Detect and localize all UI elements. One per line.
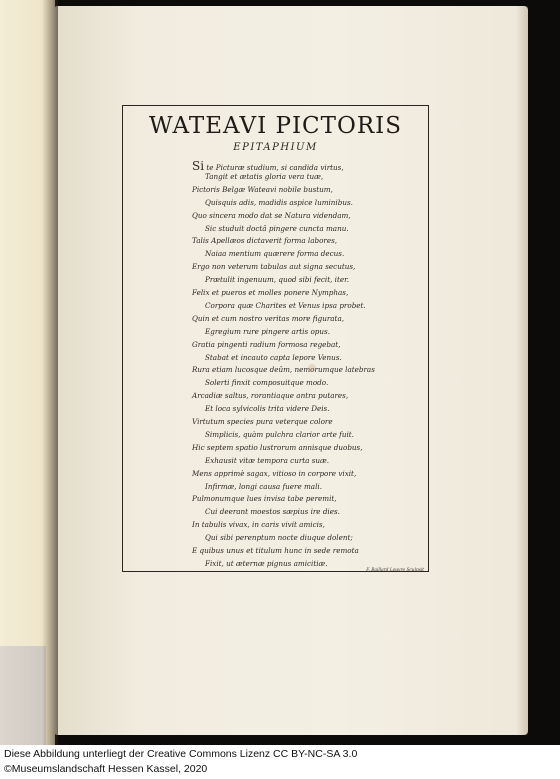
epitaph-line: Exhausit vitæ tempora curta suæ. [205, 455, 330, 465]
epitaph-line: Talis Apellæos dictaverit forma labores, [192, 236, 338, 246]
epitaph-line: Stabat et incauto capta lepore Venus. [205, 352, 342, 362]
epitaph-line: Ergo non veterum tabulas aut signa secutus, [192, 262, 356, 272]
paper-stain [308, 364, 316, 372]
epitaph-line: Corpora quæ Charites et Venus ipsa probet. [205, 300, 366, 310]
drop-initial: Si [192, 159, 205, 173]
epitaph-line: Quin et cum nostro veritas more figurata, [192, 313, 345, 323]
epitaph-line: Infirmæ, longi causa fuere mali. [205, 481, 322, 491]
epitaph-line: Naiaa mentium quærere forma decus. [205, 249, 345, 259]
epitaph-line: Egregium rure pingere artis opus. [205, 326, 330, 336]
epitaph-line: Felix et pueros et molles ponere Nymphas, [192, 288, 349, 297]
epitaph-line: Simplicis, quàm pulchra clarior arte fuit. [205, 429, 354, 439]
flyleaf-edge [0, 646, 46, 745]
credits [4, 747, 357, 777]
epitaph-line: Tangit et ætatis gloria vera tuæ, [205, 171, 324, 181]
epitaph-line: Hic septem spatio lustrorum annisque duobus, [192, 442, 363, 452]
epitaph-line: Mens apprimè sagax, vitioso in corpore vixit, [192, 468, 357, 478]
page-edge-shadow [516, 6, 528, 735]
epitaph-line: E quibus unus et titulum hunc in sede remota [192, 546, 359, 555]
epitaph-line: In tabulis vivax, in caris vivit amicis, [192, 520, 325, 530]
epitaph-line: Et loca sylvicolis trita videre Deis. [205, 404, 330, 414]
gutter-shadow [42, 0, 58, 745]
license-notice: Diese Abbildung unterliegt der Creative Commons Lizenz CC BY-NC-SA 3.0 [4, 748, 358, 760]
epitaph-line: Quisquis adis, madidis aspice luminibus. [205, 197, 353, 207]
epitaph-line: Cui deerant moestos sæpius ire dies. [205, 507, 340, 517]
epitaph-line: Fixit, ut æternæ pignus amicitiæ. [205, 558, 328, 568]
epitaph-line: Prætulit ingenuum, quod sibi fecit, iter. [205, 275, 350, 285]
epitaph-line: Rura etiam lucosque deûm, nemorumque latebras [192, 365, 375, 375]
page-subtitle: EPITAPHIUM [233, 142, 318, 153]
epitaph-line: Sic studuit doctâ pingere cuncta manu. [205, 223, 349, 233]
engraved-frame [122, 105, 429, 572]
page-title: WATEAVI PICTORIS [149, 113, 402, 139]
epitaph-line: Virtutum species pura veterque colore [192, 417, 333, 426]
epitaph-line: Si te Picturæ studium, si candida virtus, [192, 159, 344, 173]
epitaph-line: Qui sibi perenptum nocte diuque dolent; [205, 533, 353, 543]
epitaph-line: Arcadiæ saltus, rorantiaque antra putares, [192, 391, 349, 401]
engraver-signature: F. Baillard Louvre Sculpsit [366, 568, 424, 573]
epitaph-line: Gratia pingenti radium formosa regebat, [192, 339, 341, 349]
epitaph-line: Pictoris Belgæ Wateavi nobile bustum, [192, 184, 333, 194]
epitaph-line: Quo sincera modo dat se Natura videndam, [192, 210, 351, 220]
epitaph-line: Pulmonumque lues invisa tabe peremit, [192, 494, 337, 504]
copyright-notice: ©Museumslandschaft Hessen Kassel, 2020 [4, 763, 208, 775]
epitaph-line: Solerti finxit composuitque modo. [205, 378, 329, 388]
